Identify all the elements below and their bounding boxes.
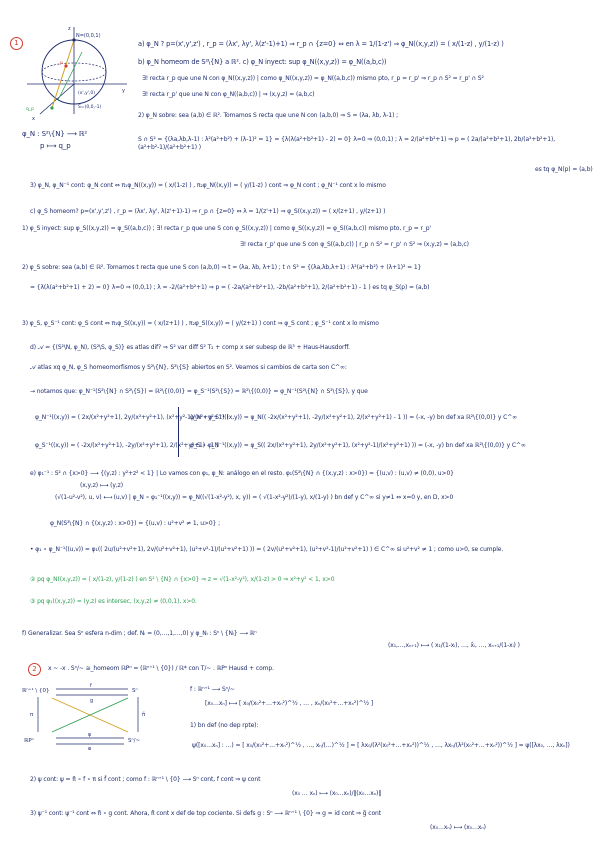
psi-continuous-line2: (x₀ … xₙ) ⟼ (x₀…xₙ)/‖(x₀…xₙ)‖ bbox=[292, 790, 382, 797]
diagram-phi-label: φ bbox=[88, 746, 92, 750]
psi-continuous: 2) ψ cont: ψ = π̃ ∘ f ∘ π si f̃ cont ; como f : ℝⁿ⁺¹ \ {0} ⟶ Sⁿ cont, f cont ⇒ ψ cont bbox=[30, 776, 261, 783]
part-b-line1: ∃! recta r_p que une N con φ_N((x,y,z)) | como φ_N((x,y,z)) = φ_N((a,b,c)) mismo pto, r_p = r_p' ⇒ r_p ∩ S² = r_p' ∩ S² bbox=[142, 75, 484, 82]
part-j-line1: (x,y,z) ⟼ (y,z) bbox=[80, 482, 123, 489]
diagram-f-label: f bbox=[90, 683, 92, 689]
inverse-south: φ_S⁻¹((x,y)) = ( -2x/(x²+y²+1), -2y/(x²+y²+1), 2/(x²+y²+1) - 1 ) bbox=[35, 442, 219, 449]
note-2: ② pq φ_N((x,y,z)) = ( x/(1-z), y/(1-z) ) en S² \ {N} ∩ {x>0} ⇒ z = √(1-x²-y²), x/(1-z) > 0 ⇒ x²+y² < 1, x>0 bbox=[30, 576, 335, 583]
stereographic-sphere-figure bbox=[22, 22, 132, 127]
point-p-label: p bbox=[60, 61, 63, 66]
psi-inverse-continuous: 3) ψ⁻¹ cont: ψ⁻¹ cont ⇔ π̃ ∘ g cont. Ahora, π̃ cont x def de top cociente. Si defs g : Sⁿ ⟶ ℝⁿ⁺¹ \ {0} ⇒ g = id cont ⇒ g̃ cont bbox=[30, 810, 381, 817]
part-f: 2) φ_S sobre: sea (a,b) ∈ ℝ². Tomamos t recta que une S con (a,b,0) ⇒ t = (λa, λb, λ+1) ; t ∩ S² = {(λa,λb,λ+1) : λ²(a²+b²) + (λ+1)² = 1} bbox=[22, 264, 422, 271]
problem-2-statement: x ~ -x . Sⁿ/~ ≅_homeom ℝPⁿ = (ℝⁿ⁺¹ \ {0}) / ℝ* con T/~ . ℝPⁿ Hausd + comp. bbox=[48, 665, 274, 672]
north-pole-label: N=(0,0,1) bbox=[76, 33, 101, 39]
point-q2-label: (x',y',0) bbox=[78, 91, 96, 96]
diagram-top-right: Sⁿ bbox=[132, 688, 138, 694]
map-f-line2: [x₀…xₙ] ⟼ [ x₀/(x₀²+…+xₙ²)^½ , … , xₙ/(x₀²+…+xₙ²)^½ ] bbox=[205, 700, 374, 707]
axis-x-label: x bbox=[32, 116, 35, 122]
axis-z-label: z bbox=[68, 26, 71, 32]
diagram-top-left: ℝⁿ⁺¹ \ {0} bbox=[22, 688, 50, 694]
part-j-line2: (√(1-u²-v²), u, v) ⟻ (u,v) | φ_N ∘ φ₁⁻¹((x,y)) = φ_N((√(1-x²-y²), x, y)) = ( √(1-x²-y²)/(1-y), x/(1-y) ) bn def y C^∞ si y≠1 ⇔ x=0 y, en D, x>0 bbox=[55, 494, 454, 501]
part-b-line2: ∃! recta r_p' que une N con φ_N((a,b,c)) | ⇒ (x,y,z) = (a,b,c) bbox=[142, 91, 315, 98]
transition-sn: φ_S ∘ φ_N⁻¹((x,y)) = φ_S(( 2x/(x²+y²+1), 2y/(x²+y²+1), (x²+y²-1)/(x²+y²+1) )) = (-x, -y) bn def xa ℝ²\{(0,0)} y C^∞ bbox=[190, 442, 526, 449]
part-e-line2: ∃! recta r_p' que une S con φ_S((a,b,c)) | r_p ∩ S² = r_p' ∩ S² ⇒ (x,y,z) = (a,b,c) bbox=[240, 241, 469, 248]
transition-ns: φ_N ∘ φ_S⁻¹((x,y)) = φ_N(( -2x/(x²+y²+1), -2y/(x²+y²+1), 2/(x²+y²+1) - 1 )) = (-x, -y) bn def xa ℝ²\{(0,0)} y C^∞ bbox=[190, 414, 518, 421]
part-k: φ_N(S²\{N} ∩ {(x,y,z) : x>0}) = {(u,v) : u²+v² ≠ 1, u>0} ; bbox=[50, 520, 221, 527]
well-defined: 1) bn def (no dep rpte): bbox=[190, 722, 259, 729]
part-c: 2) φ_N sobre: sea (a,b) ∈ ℝ². Tomamos S recta que une N con (a,b,0) ⇒ S = (λa, λb, λ-1) ; bbox=[138, 112, 399, 119]
exercise-number-1: 1 bbox=[10, 37, 23, 50]
diagram-g-label: g bbox=[90, 698, 94, 704]
part-c-line2: S ∩ S² = {(λa,λb,λ-1) : λ²(a²+b²) + (λ-1)² = 1} = {λ(λ(a²+b²+1) - 2) = 0} λ=0 ⇒ (0,0,1) ; λ = 2/(a²+b²+1) ⇒ p = ( 2a/(a²+b²+1), 2b/(a²+b²+1), (a²+b²-1)/(a²+b²+1) ) bbox=[138, 136, 556, 151]
note-3: ③ pq φ₁((x,y,z)) = (y,z) es intersec, (x,y,z) ≠ (0,0,1), x>0. bbox=[30, 598, 197, 605]
exercise-number-2: 2 bbox=[28, 663, 41, 676]
part-g: 3) φ_S, φ_S⁻¹ cont: φ_S cont ⇔ π₁φ_S((x,y)) = ( x/(z+1) ) , π₂φ_S((x,y)) = ( y/(z+1) ) cont ⇒ φ_S cont ; φ_S⁻¹ cont x lo mismo bbox=[22, 320, 379, 327]
well-defined-line2: ψ([x₀…xₙ] : …) = [ x₀/(x₀²+…+xₙ²)^½ , …, xₙ/(…)^½ ] = [ λx₀/(λ²(x₀²+…+xₙ²))^½ , …, λxₙ/(λ²(x₀²+…+xₙ²))^½ ] = ψ([λx₀, …, λxₙ]) bbox=[192, 742, 570, 749]
diagram-psi-label: ψ bbox=[88, 732, 92, 738]
part-generalize: f) Generalizar. Sea Sⁿ esfera n-dim ; def. Nᵢ = (0,…,1,…,0) y φ_Nᵢ : Sⁿ \ {Nᵢ} ⟶ ℝⁿ bbox=[22, 630, 257, 637]
diagram-bottom-left: ℝPⁿ bbox=[24, 738, 34, 744]
part-h-line2: 𝒜 atlas xq φ_N, φ_S homeomorfismos y S²\{N}, S²\{S} abiertos en S². Veamos si cambios de carta son C^∞: bbox=[30, 364, 347, 371]
part-d: 3) φ_N, φ_N⁻¹ cont: φ_N cont ⇔ π₁φ_N((x,y)) = ( x/(1-z) ) , π₂φ_N((x,y)) = ( y/(1-z) ) cont ⇒ φ_N cont ; φ_N⁻¹ cont x lo mismo bbox=[30, 182, 386, 189]
diagram-pi2-label: π̃ bbox=[142, 712, 146, 718]
part-h: d) 𝒜 = {(S²\N, φ_N), (S²\S, φ_S)} es atlas dif? ⇒ S² var diff S² T₂ + comp x ser subesp de ℝ³ + Haus-Hausdorff. bbox=[30, 344, 350, 351]
part-e: c) φ_S homeom? p=(x',y',z') , r_p = (λx', λy', λ(z'+1)-1) ⇒ r_p ∩ {z=0} ⇔ λ = 1/(z'+1) ⇒ φ_S((x,y,z)) = ( x/(z+1) , y/(z+1) ) bbox=[30, 208, 386, 215]
commutative-diagram bbox=[20, 680, 160, 750]
map-definition-2: p ⟼ q_p bbox=[40, 142, 71, 150]
part-a: a) φ_N ? p=(x',y',z') , r_p = (λx', λy', λ(z'-1)+1) ⇒ r_p ∩ {z=0} ⇔ en λ = 1/(1-z') ⇒ φ_N((x,y,z)) = ( x/(1-z) , y/(1-z) ) bbox=[138, 40, 504, 48]
point-q-label: q_p bbox=[26, 107, 34, 112]
psi-inverse-line2: (x₀…xₙ) ⟼ (x₀…xₙ) bbox=[430, 824, 486, 831]
south-pole-label: S=(0,0,-1) bbox=[78, 105, 102, 110]
part-j: e) φ₁⁻¹ : S² ∩ {x>0} ⟶ {(y,z) : y²+z² < 1} | Lo vamos con φ₁, φ_N: análogo en el resto. φ₁(S²\{N} ∩ {(x,y,z) : x>0}) = {(u,v) : (u,v) ≠ (0,0), u>0} bbox=[30, 470, 454, 477]
axis-y-label: y bbox=[122, 88, 125, 94]
part-generalize-line2: (x₁,…,xₙ₊₁) ⟼ ( x₁/(1-xᵢ), …, x̂ᵢ, …, xₙ₊₁/(1-xᵢ) ) bbox=[388, 642, 520, 649]
inverse-north: φ_N⁻¹((x,y)) = ( 2x/(x²+y²+1), 2y/(x²+y²+1), (x²+y²-1)/(x²+y²+1) ) bbox=[35, 414, 229, 421]
part-b: b) φ_N homeom de S²\{N} a ℝ². c) φ_N inyect: sup φ_N((x,y,z)) = φ_N((a,b,c)) bbox=[138, 58, 387, 66]
part-l: • φ₁ ∘ φ_N⁻¹((u,v)) = φ₁(( 2u/(u²+v²+1), 2v/(u²+v²+1), (u²+v²-1)/(u²+v²+1) )) = ( 2v/(u²+v²+1), (u²+v²-1)/(u²+v²+1) ) ∈ C^∞ si u²+v² ≠ 1 ; como u>0, se cumple. bbox=[30, 546, 504, 553]
diagram-bottom-right: Sⁿ/~ bbox=[128, 738, 141, 744]
part-f-line2: = {λ(λ(a²+b²+1) + 2) = 0} λ=0 ⇒ (0,0,1) ; λ = -2/(a²+b²+1) ⇒ p = ( -2a/(a²+b²+1), -2b/(a²+b²+1), 2/(a²+b²+1) - 1 ) es tq φ_S(p) = (a,b) bbox=[30, 284, 430, 291]
part-e-line1: 1) φ_S inyect: sup φ_S((x,y,z)) = φ_S((a,b,c)) ; ∃! recta r_p que une S con φ_S((x,y,z)) | como φ_S((x,y,z)) = φ_S((a,b,c)) mismo pto, r_p = r_p' bbox=[22, 225, 431, 232]
diagram-pi-label: π bbox=[30, 712, 34, 718]
part-h-line3: → notamos que: φ_N⁻¹(S²\{N} ∩ S²\{S}) = ℝ²\{(0,0)} = φ_S⁻¹(S²\{S}) = ℝ²\{(0,0)} = φ_N⁻¹(S²\{N} ∩ S²\{S}), y que bbox=[30, 388, 368, 395]
map-definition: φ_N : S²\{N} ⟶ ℝ² bbox=[22, 130, 88, 138]
part-c-line3: es tq φ_N(p) = (a,b) bbox=[535, 166, 593, 173]
map-f: f : ℝⁿ⁺¹ ⟶ Sⁿ/~ bbox=[190, 686, 235, 693]
